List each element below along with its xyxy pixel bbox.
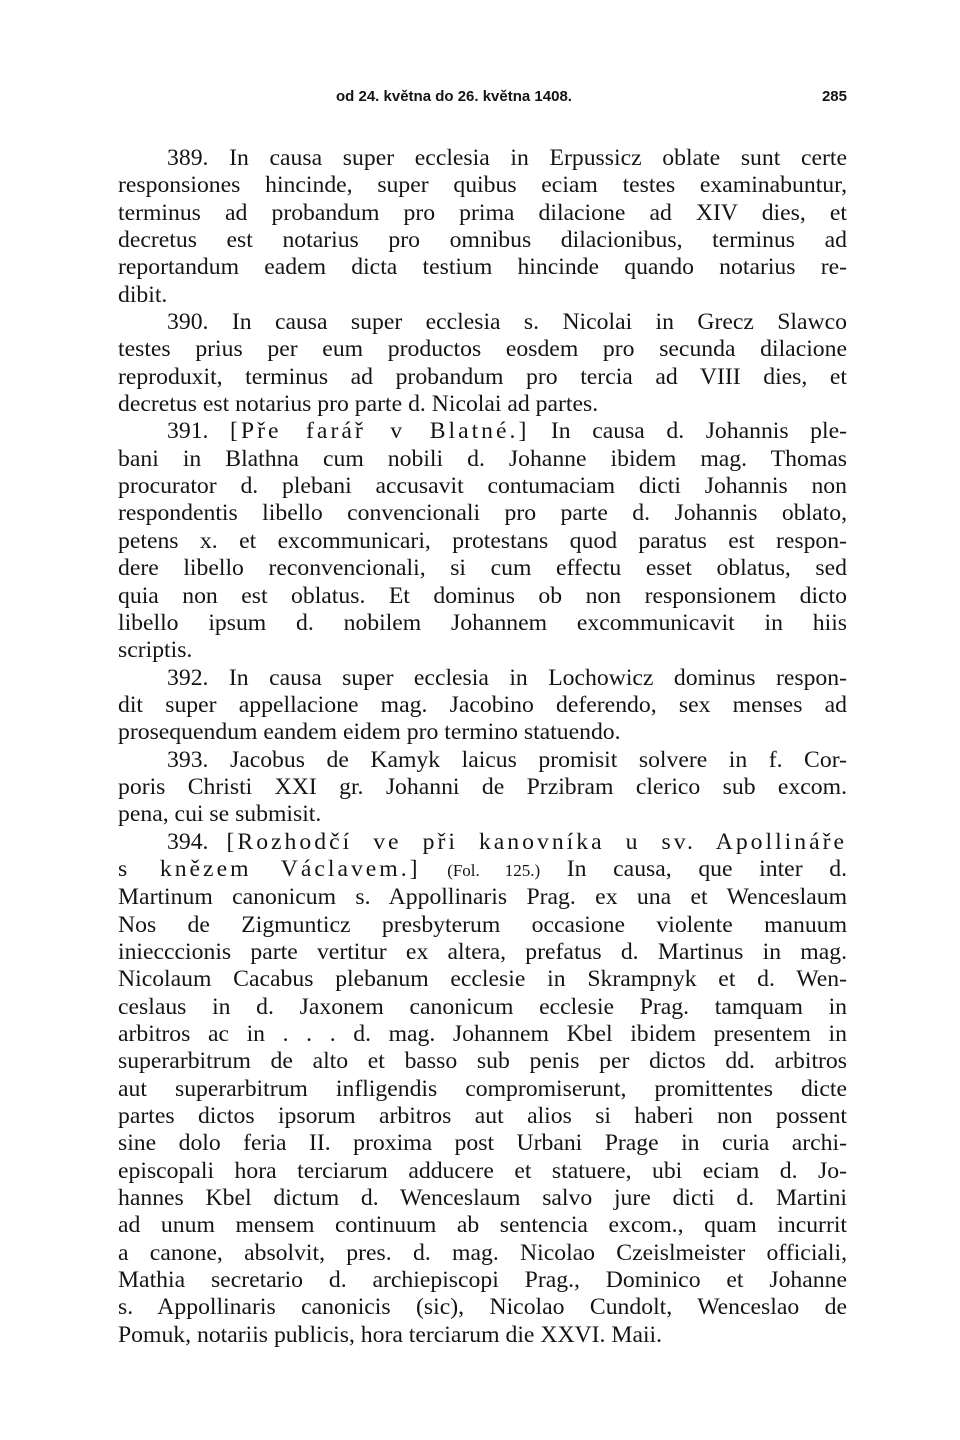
entry-number: 394. bbox=[167, 828, 209, 855]
text-line: partes dictos ipsorum arbitros aut alios si haberi non possent bbox=[118, 1103, 847, 1130]
text-line: iniecccionis parte vertitur ex altera, prefatus d. Martinus in mag. bbox=[118, 938, 847, 965]
text-line: s. Appollinaris canonicis (sic), Nicolao Cundolt, Wenceslao de bbox=[118, 1294, 847, 1321]
entry-392 bbox=[118, 665, 847, 747]
text-line: Nicolaum Cacabus plebanum ecclesie in Skrampnyk et d. Wen- bbox=[118, 966, 847, 993]
entry-heading: [Rozhodčí ve při kanovníka u sv. Apollináře bbox=[226, 828, 848, 855]
text-line: bani in Blathna cum nobili d. Johanne ibidem mag. Thomas bbox=[118, 445, 847, 472]
text-line: 392. In causa super ecclesia in Lochowicz dominus respon- bbox=[167, 664, 847, 691]
text-line: Pomuk, notariis publicis, hora terciarum die XXVI. Maii. bbox=[118, 1321, 663, 1348]
text-line: reportandum eadem dicta testium hincinde quando notarius re- bbox=[118, 254, 847, 281]
text-line: responsiones hincinde, super quibus eciam testes examinabuntur, bbox=[118, 172, 847, 199]
text-line: libello ipsum d. nobilem Johannem excommunicavit in hiis bbox=[118, 609, 847, 636]
folio-reference: (Fol. 125.) bbox=[447, 860, 541, 880]
text-line: poris Christi XXI gr. Johanni de Przibram clerico sub excom. bbox=[118, 773, 847, 800]
text-line: hannes Kbel dictum d. Wenceslaum salvo jure dicti d. Martini bbox=[118, 1185, 847, 1212]
text-line: dit super appellacione mag. Jacobino deferendo, sex menses ad bbox=[118, 691, 847, 718]
text-line: episcopali hora terciarum adducere et statuere, ubi eciam d. Jo- bbox=[118, 1157, 847, 1184]
running-header bbox=[118, 88, 847, 105]
entry-389 bbox=[118, 145, 847, 309]
text-line: Martinum canonicum s. Appollinaris Prag. ex una et Wenceslaum bbox=[118, 884, 847, 911]
text-line bbox=[118, 418, 847, 445]
text-line: Nos de Zigmunticz presbyterum occasione violente manuum bbox=[118, 911, 847, 938]
text-run: In causa, que inter d. bbox=[566, 855, 847, 882]
text-line: procurator d. plebani accusavit contumaciam dicti Johannis non bbox=[118, 473, 847, 500]
entry-heading-cont: s knězem Václavem.] bbox=[118, 855, 421, 882]
text-line: scriptis. bbox=[118, 637, 193, 664]
entry-394 bbox=[118, 829, 847, 1350]
entry-391 bbox=[118, 418, 847, 664]
text-line: sine dolo feria II. proxima post Urbani Prage in curia archi- bbox=[118, 1130, 847, 1157]
text-line: Mathia secretario d. archiepiscopi Prag., Dominico et Johanne bbox=[118, 1267, 847, 1294]
text-line: decretus est notarius pro omnibus dilacionibus, terminus ad bbox=[118, 227, 847, 254]
text-line: quia non est oblatus. Et dominus ob non responsionem dicto bbox=[118, 582, 847, 609]
running-title: od 24. května do 26. května 1408. bbox=[336, 88, 572, 105]
text-line: testes prius per eum productos eosdem pro secunda dilacione bbox=[118, 336, 847, 363]
page-body bbox=[118, 145, 847, 1349]
text-line: arbitros ac in . . . d. mag. Johannem Kbel ibidem presentem in bbox=[118, 1021, 847, 1047]
text-line: terminus ad probandum pro prima dilacione ad XIV dies, et bbox=[118, 199, 847, 226]
text-line bbox=[118, 856, 847, 884]
entry-heading: [Pře farář v Blatné.] bbox=[230, 418, 530, 445]
text-line: superarbitrum de alto et basso sub penis per dictos dd. arbitros bbox=[118, 1048, 847, 1075]
text-run: In causa d. Johannis ple- bbox=[550, 418, 847, 445]
text-line: 389. In causa super ecclesia in Erpussicz oblate sunt certe bbox=[167, 145, 847, 171]
text-line: 393. Jacobus de Kamyk laicus promisit solvere in f. Cor- bbox=[167, 746, 847, 773]
text-line: 390. In causa super ecclesia s. Nicolai in Grecz Slawco bbox=[167, 309, 847, 336]
text-line: ceslaus in d. Jaxonem canonicum ecclesie Prag. tamquam in bbox=[118, 993, 847, 1020]
text-line: respondentis libello convencionali pro parte d. Johannis oblato, bbox=[118, 500, 847, 527]
entry-390 bbox=[118, 309, 847, 418]
entry-number: 391. bbox=[167, 418, 209, 445]
text-line: aut superarbitrum infligendis compromiserunt, promittentes dicte bbox=[118, 1075, 847, 1102]
text-line bbox=[118, 829, 847, 856]
text-line: decretus est notarius pro parte d. Nicolai ad partes. bbox=[118, 391, 599, 418]
text-line: prosequendum eandem eidem pro termino statuendo. bbox=[118, 719, 621, 746]
text-line: petens x. et excommunicari, protestans quod paratus est respon- bbox=[118, 527, 847, 554]
text-line: pena, cui se submisit. bbox=[118, 801, 322, 828]
text-line: reproduxit, terminus ad probandum pro tercia ad VIII dies, et bbox=[118, 363, 847, 390]
text-line: dere libello reconvencionali, si cum effectu esset oblatus, sed bbox=[118, 555, 847, 582]
page-number: 285 bbox=[821, 88, 847, 105]
text-line: ad unum mensem continuum ab sentencia excom., quam incurrit bbox=[118, 1212, 847, 1239]
text-line: dibit. bbox=[118, 281, 168, 308]
entry-393 bbox=[118, 747, 847, 829]
text-line: a canone, absolvit, pres. d. mag. Nicolao Czeislmeister officiali, bbox=[118, 1239, 847, 1266]
